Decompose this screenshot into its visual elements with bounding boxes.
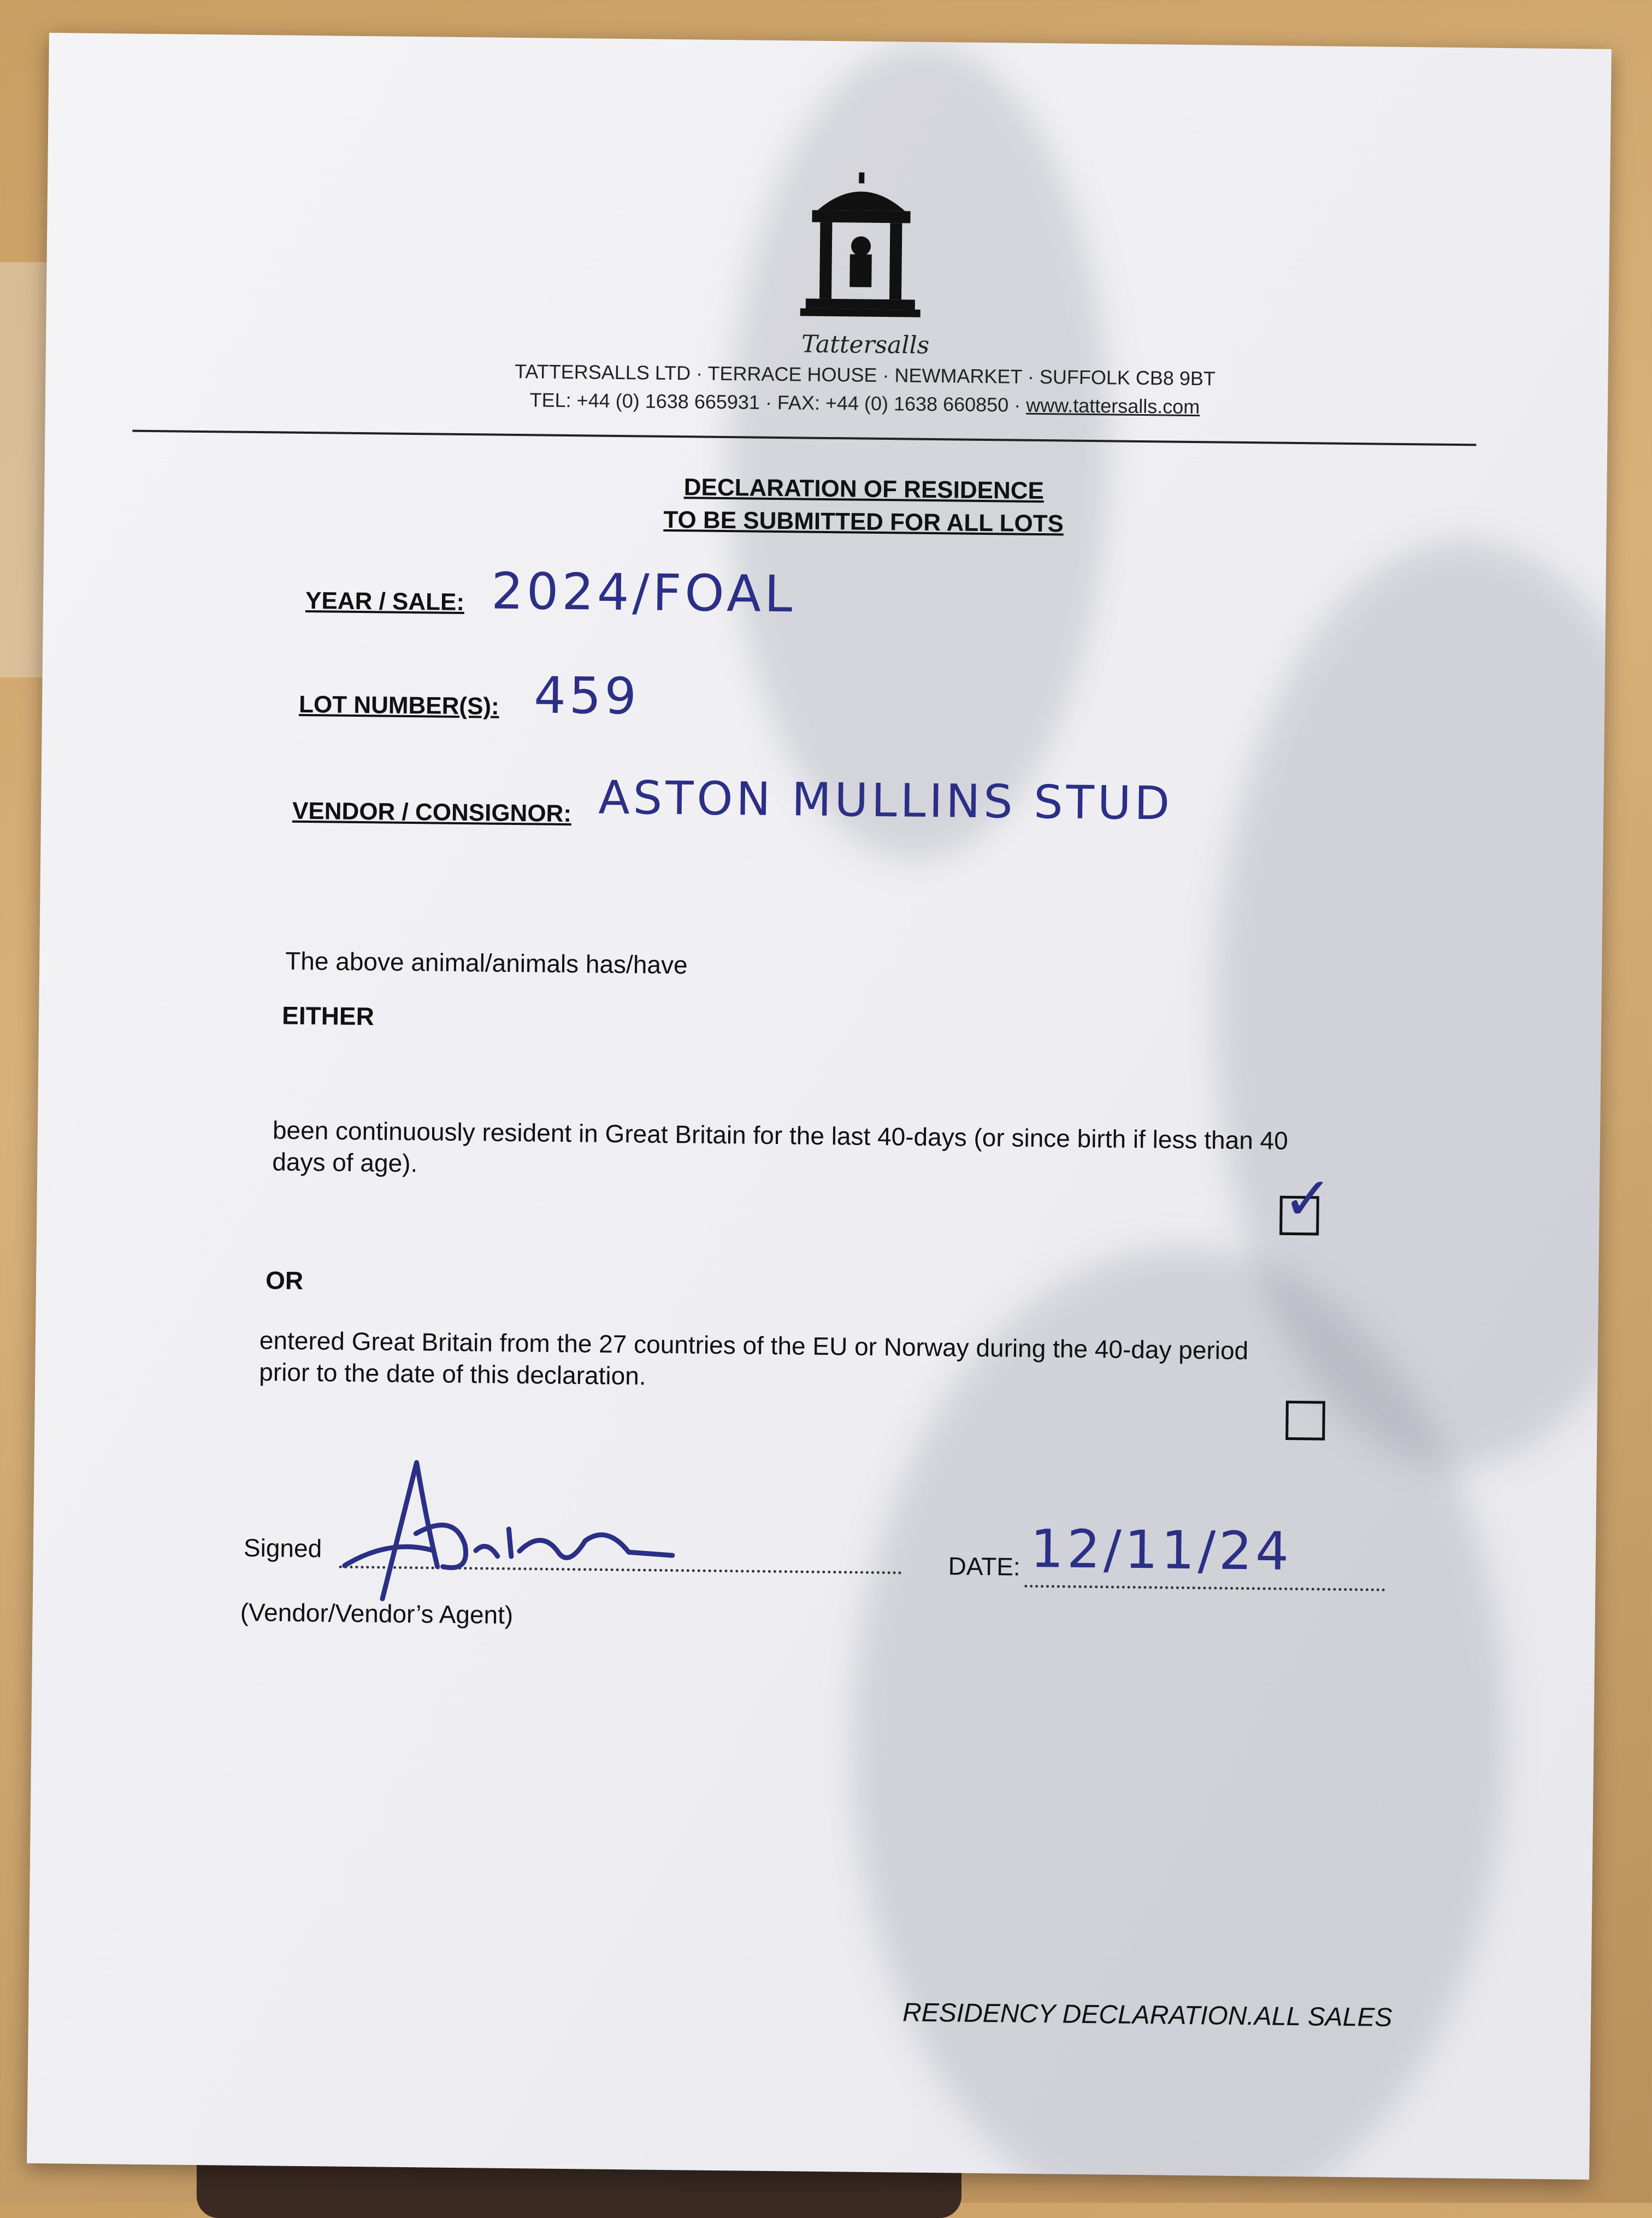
vendor-label: VENDOR / CONSIGNOR: <box>292 797 572 828</box>
year-sale-value[interactable]: 2024/FOAL <box>491 562 796 624</box>
form-code: RESIDENCY DECLARATION.ALL SALES <box>902 1998 1393 2032</box>
option-2-checkbox[interactable] <box>1285 1401 1325 1441</box>
date-value[interactable]: 12/11/24 <box>1030 1518 1293 1582</box>
company-address: TATTERSALLS LTD · TERRACE HOUSE · NEWMARKET · SUFFOLK CB8 9BT <box>514 359 1216 390</box>
brand-name: Tattersalls <box>801 330 930 359</box>
year-sale-label: YEAR / SALE: <box>305 587 465 616</box>
declaration-form <box>27 33 1612 2180</box>
form-title <box>535 469 1191 542</box>
or-label: OR <box>265 1266 304 1295</box>
date-label: DATE: <box>948 1552 1021 1581</box>
title-line-2: TO BE SUBMITTED FOR ALL LOTS <box>663 506 1064 538</box>
signed-label: Signed <box>243 1533 322 1563</box>
contact-phone-fax: TEL: +44 (0) 1638 665931 · FAX: +44 (0) 1638 660850 · <box>529 388 1026 416</box>
option-1-line-2: days of age). <box>272 1147 418 1178</box>
signer-role-note: (Vendor/Vendor’s Agent) <box>240 1597 514 1630</box>
lot-number-value[interactable]: 459 <box>533 666 640 726</box>
tattersalls-logo-icon <box>794 172 927 337</box>
either-label: EITHER <box>281 1001 375 1031</box>
handwritten-signature <box>322 1440 706 1618</box>
website-link[interactable]: www.tattersalls.com <box>1026 393 1200 418</box>
lot-number-label: LOT NUMBER(S): <box>298 691 499 720</box>
option-1-line-1: been continuously resident in Great Britain for the last 40-days (or since birth if less than 40 <box>272 1116 1289 1155</box>
option-2-line-1: entered Great Britain from the 27 countries of the EU or Norway during the 40-day period <box>259 1326 1249 1365</box>
statement-intro: The above animal/animals has/have <box>285 946 688 980</box>
title-line-1: DECLARATION OF RESIDENCE <box>683 474 1045 505</box>
option-2-line-2: prior to the date of this declaration. <box>259 1358 646 1390</box>
vendor-value[interactable]: ASTON MULLINS STUD <box>598 770 1173 830</box>
option-2-text <box>259 1324 1483 1400</box>
checkmark-icon: ✓ <box>1282 1163 1334 1234</box>
